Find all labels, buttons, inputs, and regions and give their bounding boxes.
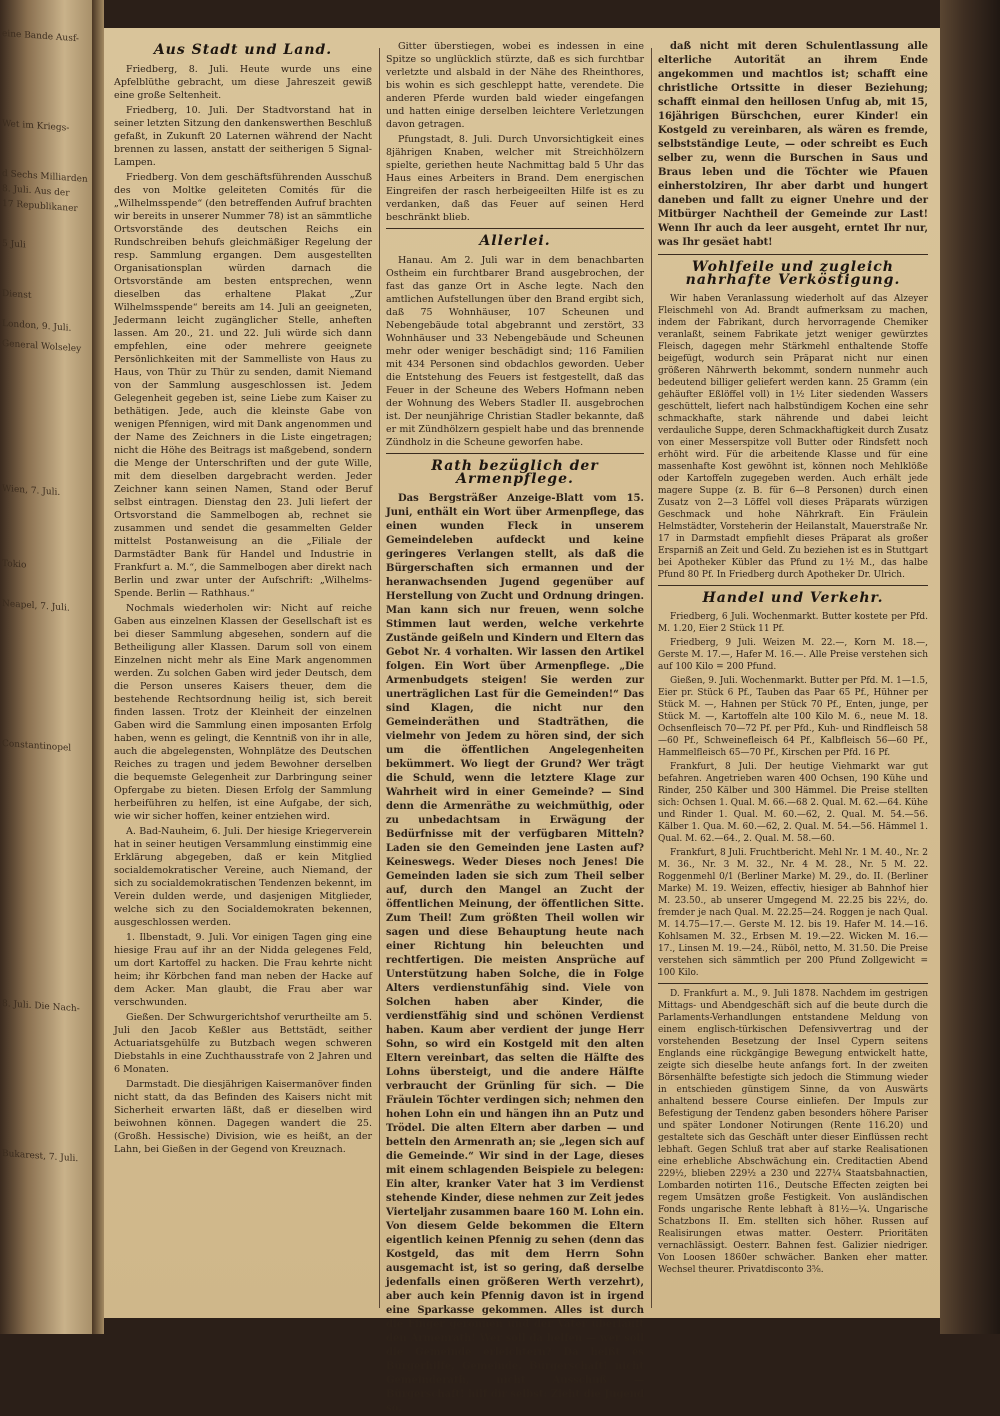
strip-fragment: Tokio (2, 558, 27, 571)
strip-fragment: Neapel, 7. Juli. (2, 598, 70, 614)
newspaper-page (104, 28, 940, 1414)
article-paragraph: Gießen. Der Schwurgerichtshof verurtheilte am 5. Juli den Jacob Keßler aus Bettstädt, seither Actuariatsgehülfe zu Butzbach wegen schweren Diebstahls in eine Zuchthausstrafe von 2 Jahren und 6 Monaten. (114, 1012, 372, 1075)
book-gutter (92, 0, 104, 1334)
article-paragraph: Das Bergsträßer Anzeige-Blatt vom 15. Juni, enthält ein Wort über Armenpflege, das einen wunden Fleck in unserem Gemeindeleben aufdeckt und keine geringeres Verlangen stellt, als daß die Bürgerschaften sich ermannen und der heranwachsenden Jugend gegenüber auf Herstellung von Zucht und Ordnung dringen. Man kann sich nur freuen, wenn solche Stimmen laut werden, welche verkehrte Zustände geißeln und Kindern und Eltern das Gebot Nr. 4 vorhalten. Wir lassen den Artikel folgen. Ein Wort über Armenpflege. „Die Armenbudgets steigen! Sie werden zur unerträglichen Last für die Gemeinden!“ Das sind Klagen, die nicht nur den Gemeinderäthen und Stadträthen, die vielmehr von Jedem zu hören sind, der sich um die öffentlichen Angelegenheiten bekümmert. Wo liegt der Grund? Wer trägt die Schuld, wenn die letztere Klage zur Wahrheit wird in einer Gemeinde? — Sind denn die Armenräthe zu weichmüthig, oder zu unbedachtsam in Erwägung der Bedürfnisse mit der verfügbaren Mitteln? Laden sie den Gemeinden jene Lasten auf? Keineswegs. Weder Dieses noch Jenes! Die Gemeinden laden sie sich zum Theil selber auf, durch den Mangel an Zucht der öffentlichen Meinung, der öffentlichen Sitte. Zum Theil! Zum größten Theil wollen wir sagen und diese Behauptung heute nach einer Richtung hin beleuchten und rechtfertigen. Die meisten Ansprüche auf Unterstützung haben Solche, die in Folge Alters verdienstunfähig sind. Viele von Solchen haben aber Kinder, die verdienstfähig sind und schönen Verdienst haben. Kaum aber verdient der junge Herr Sohn, so wird ein Kostgeld mit den alten Eltern vereinbart, das selten die Hälfte des Lohns übersteigt, und die andere Hälfte verbraucht der Grünling für sich. — Die Fräulein Töchter verdingen sich; nehmen den hohen Lohn ein und hängen ihn an Putz und Trödel. Die alten Eltern aber darben — und betteln den Armenrath an; sie „legen sich auf die Gemeinde.“ Wir sind in der Lage, dieses mit einem schlagenden Beispiele zu belegen: Ein alter, kranker Vater hat 3 im Verdienst stehende Kinder, diese nehmen zur Zeit jedes Vierteljahr zusammen baare 160 M. Lohn ein. Von diesem Gelde bekommen die Eltern eigentlich keinen Pfennig zu sehen (denn das Kostgeld, das mit dem Herrn Sohn ausgemacht ist, ist so gering, daß derselbe jedenfalls einen größeren Werth verzehrt), aber auch kein Pfennig davon ist in irgend eine Sparkasse gekommen. Alles ist durch die Finger geronnen und der Vater überläuft den Armenrath! Wer soll da helfen — wer soll die Gemeinde erleichtern? Da heißt es Bürgerhilfe, Gemeinde, Bürgerschaft! nicht Gemeinderath, nicht Ausschuß — Bürgerschaft! hilf dir selbst: Zieht die Jugend so, (386, 493, 644, 1414)
strip-fragment: Dienst (2, 288, 32, 301)
article-paragraph: Nochmals wiederholen wir: Nicht auf reiche Gaben aus einzelnen Klassen der Gesellschaft ist es bei dieser Sammlung abgesehen, sondern auf die Betheiligung aller Klassen. Darum soll von einem Einzelnen nicht mehr als Eine Mark angenommen werden. Zu solchen Gaben wird jeder Deutsch, dem die Person unseres Kaisers theuer, dem die bestehende Rechtsordnung heilig ist, sich bereit finden lassen. Trotz der Kleinheit der einzelnen Gaben wird die Sammlung einen imposanten Erfolg haben, wenn es gelingt, die Kenntniß von ihr in alle, auch die abgelegensten, Wohnplätze des Deutschen Reiches zu tragen und jedem Bewohner derselben die bequemste Gelegenheit zur Darbringung seiner Opfergabe zu bieten. Diesen Erfolg der Sammlung herbeiführen zu helfen, ist eine Aufgabe, der sich, wie wir sicher hoffen, keiner entziehen wird. (114, 603, 372, 822)
strip-fragment: General Wolseley (2, 338, 82, 355)
section-heading-allerlei: Allerlei. (386, 228, 644, 248)
section-heading-armenpflege: Rath bezüglich der Armenpflege. (386, 453, 644, 486)
strip-fragment: Wet im Kriegs- (2, 118, 70, 134)
section-heading-stadt-und-land: Aus Stadt und Land. (153, 42, 333, 58)
market-report: Frankfurt, 8 Juli. Der heutige Viehmarkt war gut befahren. Angetrieben waren 400 Ochsen, 190 Kühe und Rinder, 250 Kälber und 300 Hämmel. Die Preise stellten sich: Ochsen 1. Qual. M. 66.—68 2. Qual. M. 62.—64. Kühe und Rinder 1. Qual. M. 60.—62, 2. Qual. M. 54.—56. Kälber 1. Qua. M. 60.—62, 2. Qual. M. 54.—56. Hämmel 1. Qual. M. 62.—64., 2. Qual. M. 58.—60. (658, 762, 928, 844)
market-report: Frankfurt, 8 Juli. Fruchtbericht. Mehl Nr. 1 M. 40., Nr. 2 M. 36., Nr. 3 M. 32., Nr. 4 M. 28., Nr. 5 M. 22. Roggenmehl 0/1 (Berliner Marke) M. 29., do. II. (Berliner Marke) M. 19. Weizen, effectiv, hiesiger ab Bahnhof hier M. 23.50., ab unserer Umgegend M. 22.25 bis 22½, do. fremder je nach Qual. M. 22.25—24. Roggen je nach Qual. M. 14.75—17.—. Gerste M. 12. bis 19. Hafer M. 14.—16. Kohlsamen M. 32., Erbsen M. 19.—22. Wicken M. 16.—17., Linsen M. 19.—24., Rüböl, netto, M. 31.50. Die Preise verstehen sich sämmtlich per 200 Pfund Zollgewicht = 100 Kilo. (658, 848, 928, 978)
strip-fragment: 8. Juli. Die Nach- (2, 998, 80, 1015)
book-spine (940, 0, 1000, 1334)
strip-fragment: 8. Juli. Aus der (2, 183, 70, 199)
market-report: Gießen, 9. Juli. Wochenmarkt. Butter per Pfd. M. 1—1.5, Eier pr. Stück 6 Pf., Tauben das Paar 65 Pf., Hühner per Stück M. —, Hahnen per Stück 70 Pf., Enten, junge, per Stück M. —, Kartoffeln alte 100 Kilo M. 6., neue M. 18. Ochsenfleisch 70—72 Pf. per Pfd., Kuh- und Rindfleisch 58—60 Pf., Schweinefleisch 64 Pf., Kalbfleisch 56—60 Pf., Hammelfleisch 65—70 Pf., Kirschen per Pfd. 16 Pf. (658, 676, 928, 758)
article-paragraph: Hanau. Am 2. Juli war in dem benachbarten Ostheim ein furchtbarer Brand ausgebrochen, der fast das ganze Ort in Asche legte. Nach den amtlichen Aufstellungen über den Brand ergibt sich, daß 75 Wohnhäuser, 107 Scheunen und Nebengebäude total abgebrannt und zerstört, 33 Wohnhäuser und 33 Nebengebäude und Scheunen mehr oder weniger beschädigt sind; 116 Familien mit 434 Personen sind obdachlos geworden. Ueber die Entstehung des Feuers ist festgestellt, daß das Feuer in der Scheune des Webers Hofmann neben der Wohnung des Webers Stadler II. ausgebrochen ist. Der neunjährige Christian Stadler bekannte, daß er mit Zündhölzern gespielt habe und das brennende Zündholz in die Scheune geworfen habe. (386, 255, 644, 448)
article-paragraph: Friedberg, 8. Juli. Heute wurde uns eine Apfelblüthe gebracht, um diese Jahreszeit gewiß eine große Seltenheit. (114, 64, 372, 101)
market-report: Friedberg, 9 Juli. Weizen M. 22.—, Korn M. 18.—, Gerste M. 17.—, Hafer M. 16.—. Alle Preise verstehen sich auf 100 Kilo = 200 Pfund. (658, 638, 928, 672)
strip-fragment: Bukarest, 7. Juli. (2, 1148, 79, 1165)
strip-fragment: 17 Republikaner (2, 198, 78, 215)
separator-rule (658, 983, 928, 984)
article-paragraph: Darmstadt. Die diesjährigen Kaisermanöver finden nicht statt, da das Befinden des Kaisers nicht mit Sicherheit erwarten läßt, daß er dieselben wird beiwohnen können. Dagegen wandert die 25. (Großh. Hessische) Division, wie es heißt, an der Lahn, bei Gießen in der Gegend von Kreuznach. (114, 1079, 372, 1155)
strip-fragment: d Sechs Milliarden (2, 168, 88, 185)
column-3 (658, 40, 928, 1300)
section-heading-verkoestigung: Wohlfeile und zugleich nahrhafte Verköstigung. (658, 254, 928, 287)
market-report: Friedberg, 6 Juli. Wochenmarkt. Butter kostete per Pfd. M. 1.20, Eier 2 Stück 11 Pf. (658, 612, 928, 634)
article-paragraph: Pfungstadt, 8. Juli. Durch Unvorsichtigkeit eines 8jährigen Knaben, welcher mit Streichhölzern spielte, geriethen heute Nachmittag bald 5 Uhr das Haus eines Arbeiters in Brand. Dem energischen Eingreifen der rasch herbeigeeilten Hilfe ist es zu verdanken, daß das Feuer auf seinen Herd beschränkt blieb. (386, 134, 644, 223)
column-rule (379, 48, 380, 1308)
strip-fragment: 5 Juli (2, 238, 26, 251)
article-paragraph: Wir haben Veranlassung wiederholt auf das Alzeyer Fleischmehl von Ad. Brandt aufmerksam zu machen, indem der Fabrikant, durch hervorragende Chemiker veranlaßt, seinem Fabrikate jetzt weniger gewürztes Fleisch, dagegen mehr Stärkmehl enthaltende Stoffe beigefügt, wodurch sein Präparat nicht nur einen größeren Nährwerth bekommt, sondern nunmehr auch bedeutend billiger geliefert werden kann. 25 Gramm (ein gehäufter Eßlöffel voll) in 1½ Liter siedenden Wassers geschüttelt, liefert nach halbstündigem Kochen eine sehr schmackhafte, stark nährende und dabei leicht verdauliche Suppe, deren Schmackhaftigkeit durch Zusatz von einer Messerspitze voll Butter oder Rindsfett noch erhöht wird. Für die arbeitende Klasse und für eine massenhafte Kost gewöhnt ist, können noch Mehlklöße oder Kartoffeln zugegeben werden. Auch erhält jede magere Suppe (z. B. für 6—8 Personen) durch einen Zusatz von 2—3 Löffel voll dieses Präparats würzigen Geschmack und hohe Nährkraft. Ein Fräulein Helmstädter, Vorsteherin der Heilanstalt, Mauerstraße Nr. 17 in Darmstadt empfiehlt dieses Präparat als großer Ersparniß an Zeit und Geld. Zu beziehen ist es in Stuttgart bei Apotheker Kübler das Pfund zu 1½ M., das halbe Pfund 80 Pf. In Friedberg durch Apotheker Dr. Ulrich. (658, 294, 928, 580)
column-1 (114, 40, 372, 1300)
adjacent-page-strip (0, 0, 92, 1334)
article-paragraph: Gitter überstiegen, wobei es indessen in eine Spitze so unglücklich stürzte, daß es sich furchtbar verletzte und alsbald in der Nähe des Rheinthores, bis wohin es sich geschleppt hatte, verendete. Die anderen Pferde wurden bald wieder eingefangen und hatten einige derselben leichtere Verletzungen davon getragen. (386, 41, 644, 130)
column-2 (386, 40, 644, 1414)
article-paragraph: Friedberg. Von dem geschäftsführenden Ausschuß des von Moltke geleiteten Comités für die „Wilhelmsspende“ (den betreffenden Aufruf brachten wir bereits in unserer Nummer 78) ist an sämmtliche Ortsvorstände des deutschen Reichs ein Rundschreiben behufs gleichmäßiger Regelung der resp. Sammlung ergangen. Dem ausgestellten Organisationsplan würden darnach die Ortsvorstände am besten entsprechen, wenn dieselben das erhaltene Plakat „Zur Wilhelmsspende“ bereits am 14. Juli an geeigneten, Jedermann leicht zugänglicher Stelle, anheften lassen. Am 20., 21. und 22. Juli würde sich dann empfehlen, eine oder mehrere geeignete Persönlichkeiten mit der Sammelliste von Haus zu Haus, von Thür zu Thür zu senden, damit Niemand von der Sammlung ausgeschlossen ist. Jedem Gelegenheit gegeben ist, seine Liebe zum Kaiser zu bethätigen. Jede, auch die kleinste Gabe von wenigen Pfennigen, wird mit Dank angenommen und der Name des Zeichners in die Liste eingetragen; nicht die Höhe des Beitrags ist maßgebend, sondern die Menge der Unterschriften und der gute Wille, mit dem dieselben dargebracht werden. Jeder Zeichner kann seinen Namen, Stand oder Beruf selbst eintragen. Dienstag den 23. Juli liefert der Ortsvorstand die Sammelbogen ab, rechnet sie zusammen und sendet die gesammelten Gelder mittelst Postanweisung an die „Filiale der Darmstädter Bank für Handel und Industrie in Frankfurt a. M.“, die Sammelbogen aber direkt nach Berlin und zwar unter der Aufschrift: „Wilhelms-Spende. Berlin — Rathhaus.“ (114, 172, 372, 599)
article-paragraph: 1. Ilbenstadt, 9. Juli. Vor einigen Tagen ging eine hiesige Frau auf ihr an der Nidda gelegenes Feld, um dort Kartoffel zu hacken. Die Frau kehrte nicht heim; ihr Körbchen fand man neben der Hacke auf dem Acker. Man glaubt, die Frau aber war verschwunden. (114, 932, 372, 1008)
strip-fragment: Wien, 7. Juli. (2, 483, 61, 498)
strip-fragment: Constantinopel (2, 738, 72, 754)
section-heading-handel-und-verkehr: Handel und Verkehr. (658, 585, 928, 605)
strip-fragment: eine Bande Ausf- (2, 28, 79, 45)
market-report: D. Frankfurt a. M., 9. Juli 1878. Nachdem im gestrigen Mittags- und Abendgeschäft sich auf die beute durch die Parlaments-Verhandlungen entstandene Meldung von einem englisch-türkischen Defensivvertrag und der vorstehenden Besetzung der Insel Cypern seitens Englands eine rückgängige Bewegung entwickelt hatte, zeigte sich dieselbe heute anfangs fort. In der zweiten Börsenhälfte befestigte sich jedoch die Stimmung wieder in entschieden günstigem Sinne, da von Auswärts anhaltend bessere Course einliefen. Der Impuls zur Befestigung der Tendenz gaben besonders höhere Pariser und später Londoner Notirungen (Rente 116.20) und gestaltete sich das Geschäft unter dieser Einflüssen recht lebhaft. Gegen Schluß trat aber auf starke Realisationen eine erhebliche Abschwächung ein. Creditactien Abend 229½, blieben 229½ a 230 und 227¼ Staatsbahnactien, Lombarden notirten 116., Deutsche Effecten zeigten bei regem Umsätzen große Festigkeit. Von ausländischen Fonds ungarische Rente lebhaft à 81½—¼. Ungarische Schatzbons II. Em. stellten sich höher. Russen auf Realisirungen etwas matter. Oesterr. Prioritäten vernachlässigt. Oesterr. Bahnen fest. Galizier niedriger. Von Loosen 1860er schwächer. Banken eher matter. Wechsel theurer. Privatdisconto 3⅝. (658, 989, 928, 1275)
strip-fragment: London, 9. Juli. (2, 318, 72, 334)
column-rule (651, 48, 652, 1308)
article-paragraph: A. Bad-Nauheim, 6. Juli. Der hiesige Kriegerverein hat in seiner heutigen Versammlung einstimmig eine Erklärung abgegeben, daß er kein Mitglied socialdemokratischer Vereine, auch Niemand, der sich zu socialdemokratischen Tendenzen bekennt, im Verein dulden werde, und dasjenigen Mitglieder, welche sich zu den Socialdemokraten bekennen, ausgeschlossen werden. (114, 826, 372, 928)
article-paragraph: daß nicht mit deren Schulentlassung alle elterliche Autorität an ihrem Ende angekommen und machtlos ist; schafft eine christliche Ortssitte in dieser Beziehung; schafft einmal den heillosen Unfug ab, mit 15, 16jährigen Bürschchen, eurer Kinder! ein Kostgeld zu vereinbaren, als wären es fremde, selbstständige Leute, — oder schreibt es Euch selber zu, wenn die Burschen in Saus und Braus leben und die Töchter wie Pfauen einherstolziren, Ihr aber darbt und hungert daneben und fallt zu eigner Unehre und der Mitbürger Nachtheil der Gemeinde zur Last! Wenn Ihr auch da leer ausgeht, erntet Ihr nur, was Ihr gesäet habt! (658, 41, 928, 248)
article-paragraph: Friedberg, 10. Juli. Der Stadtvorstand hat in seiner letzten Sitzung den dankenswerthen Beschluß gefaßt, in Zukunft 20 Laternen während der Nacht brennen zu lassen, anstatt der seitherigen 5 Signal-Lampen. (114, 105, 372, 168)
